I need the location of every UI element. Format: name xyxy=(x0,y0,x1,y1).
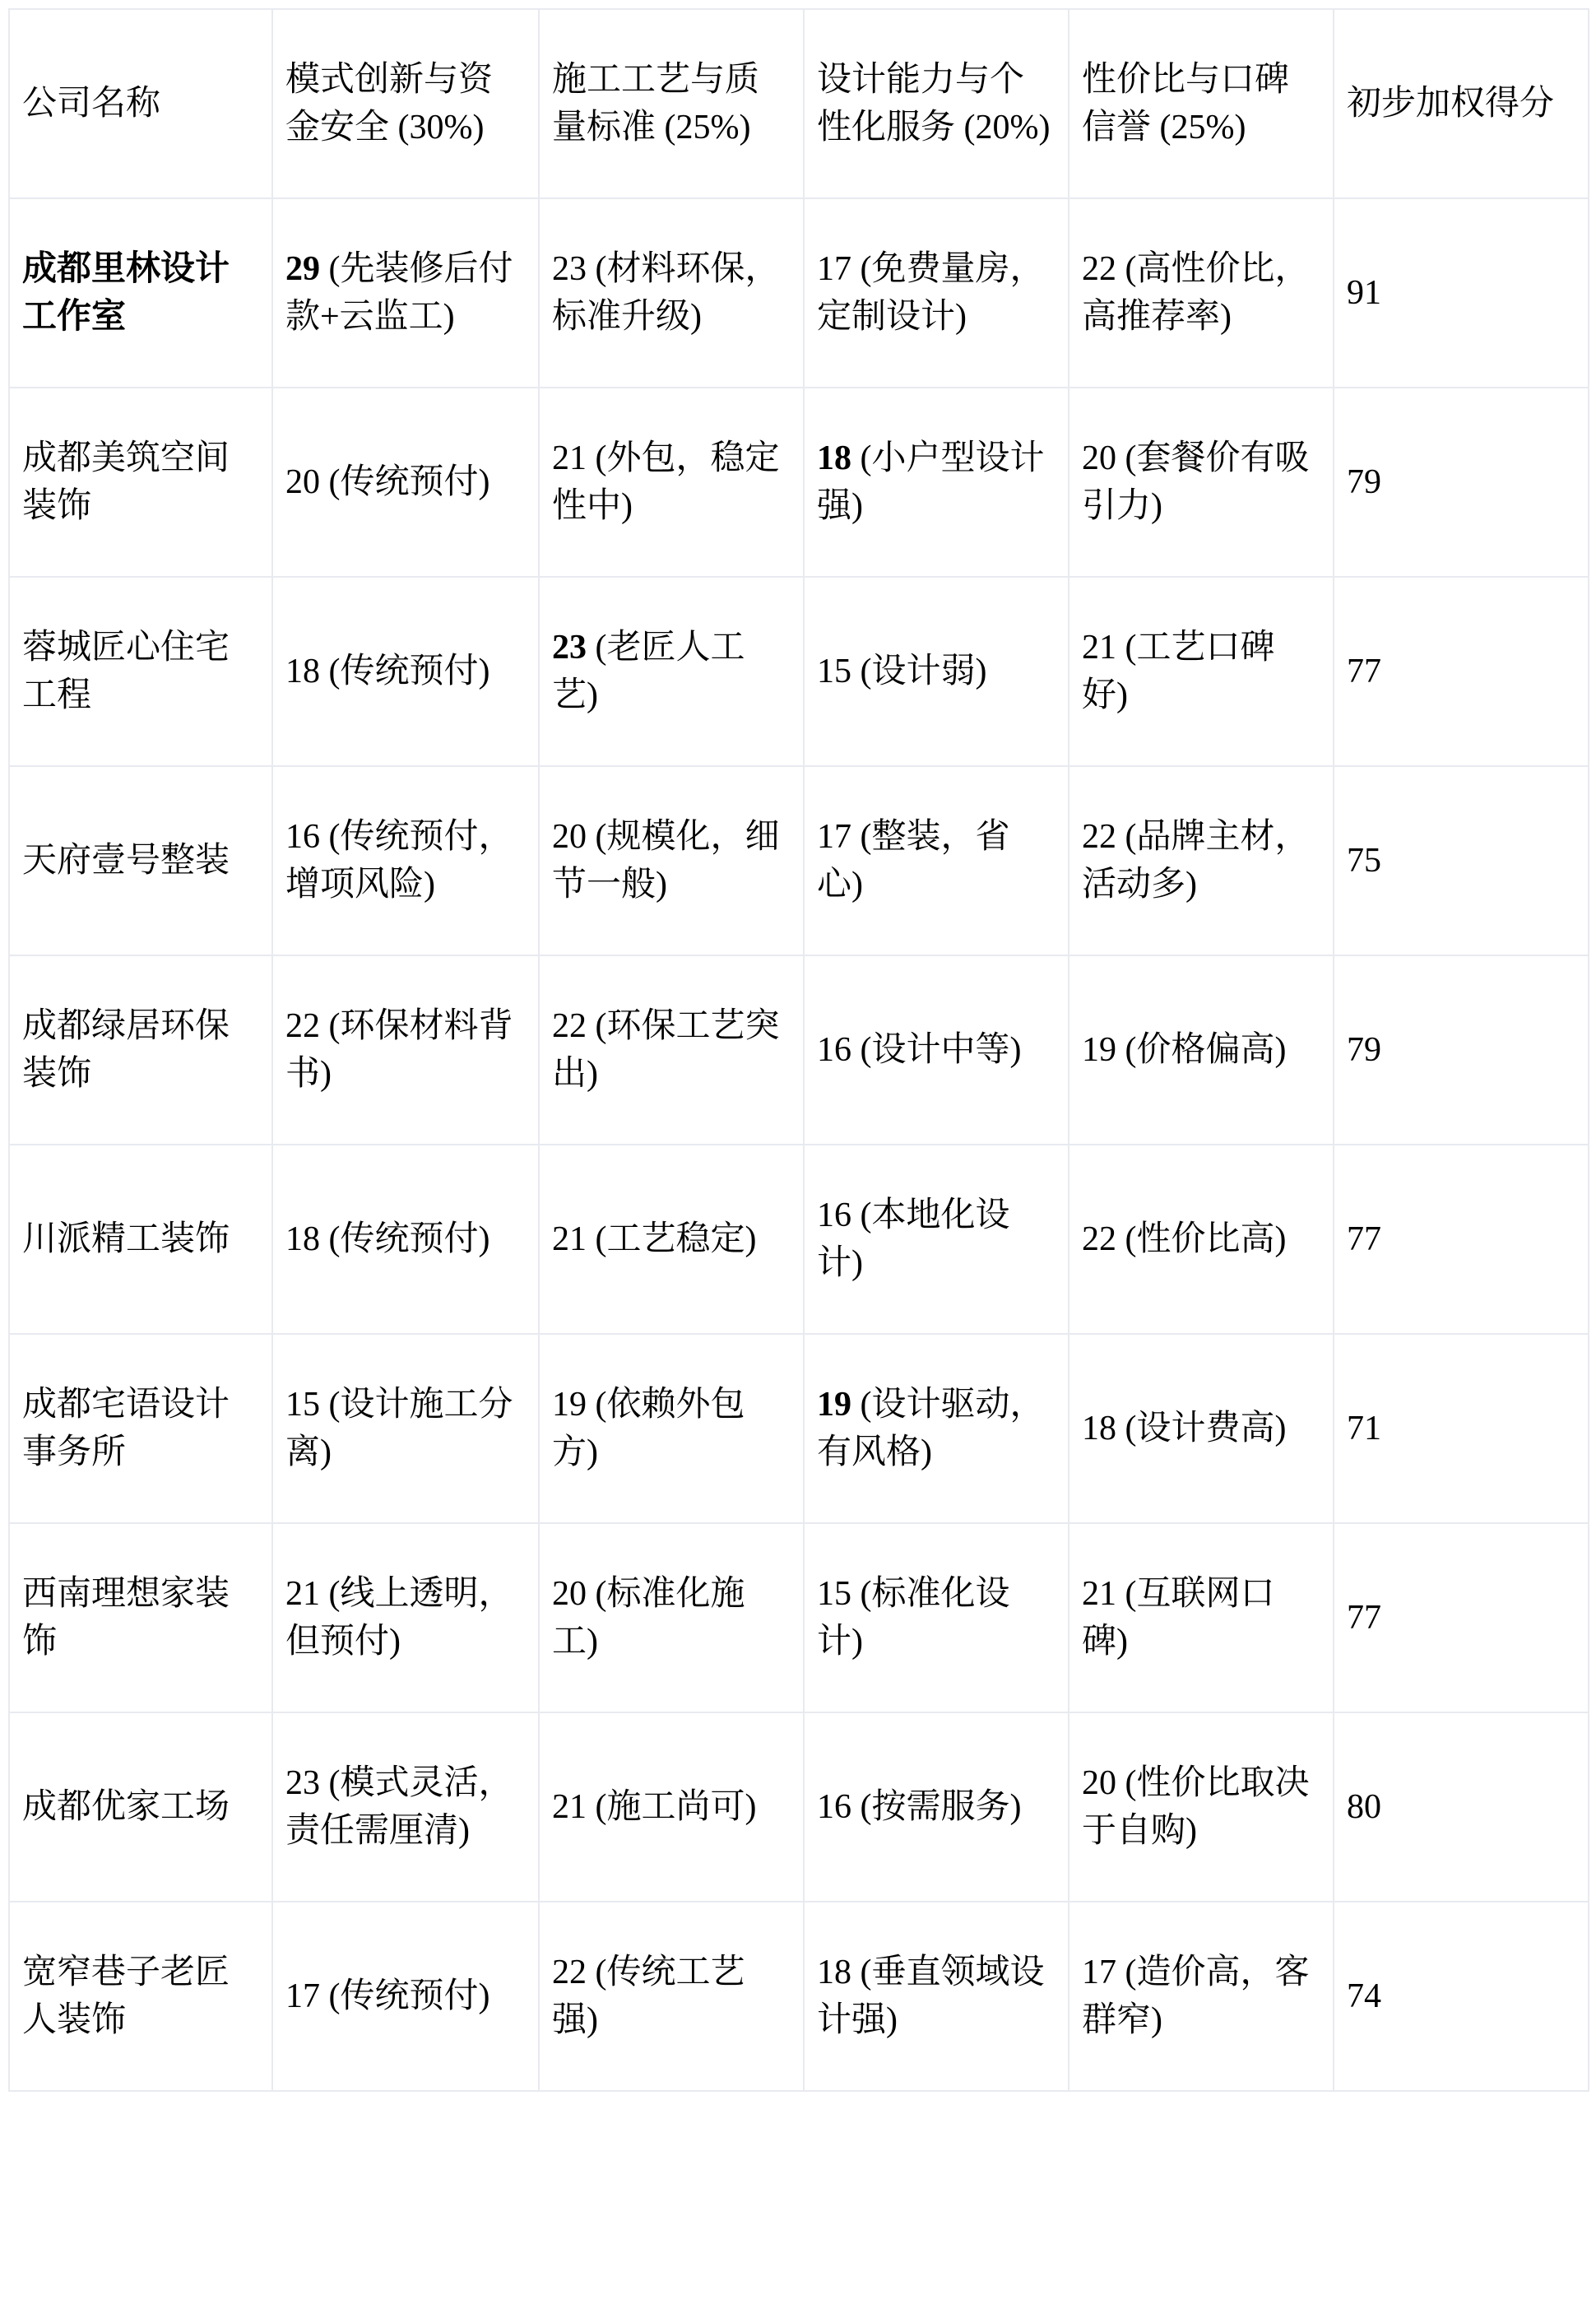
score-value: 17 xyxy=(285,1977,320,2015)
score-note: (先装修后付款+云监工) xyxy=(285,250,513,336)
company-name: 蓉城匠心住宅工程 xyxy=(22,629,230,714)
score-note: (本地化设计) xyxy=(817,1196,1010,1282)
score-value: 22 xyxy=(285,1007,320,1045)
score-value: 17 xyxy=(817,818,851,856)
table-row xyxy=(9,388,1589,577)
score-cell-value-reputation xyxy=(1069,1712,1334,1902)
score-note: (设计费高) xyxy=(1125,1410,1287,1447)
score-cell-model-innovation xyxy=(272,577,539,766)
score-value: 16 xyxy=(817,1788,851,1826)
score-value: 18 xyxy=(285,653,320,690)
score-cell-design-service xyxy=(804,1145,1069,1334)
score-cell-construction-quality xyxy=(539,955,804,1145)
score-note: (免费量房，定制设计) xyxy=(817,250,1045,336)
table-row xyxy=(9,577,1589,766)
score-cell-model-innovation xyxy=(272,1712,539,1902)
score-note: (性价比高) xyxy=(1125,1220,1287,1258)
score-note: (整装，省心) xyxy=(817,818,1010,904)
score-cell-construction-quality xyxy=(539,577,804,766)
score-cell-design-service xyxy=(804,1523,1069,1712)
score-note: (品牌主材，活动多) xyxy=(1082,818,1310,904)
score-value: 21 xyxy=(552,1220,587,1258)
score-value: 15 xyxy=(817,1575,851,1613)
score-value: 18 xyxy=(817,439,851,477)
total-weighted-score-cell: 79 xyxy=(1334,388,1589,577)
company-comparison-table xyxy=(8,8,1589,2092)
score-cell-construction-quality xyxy=(539,1145,804,1334)
score-note: (施工尚可) xyxy=(595,1788,757,1826)
table-row xyxy=(9,1145,1589,1334)
score-note: (传统预付) xyxy=(328,463,490,501)
header-design-service: 设计能力与个性化服务 (20%) xyxy=(804,9,1069,198)
score-value: 19 xyxy=(552,1386,587,1424)
total-weighted-score-cell: 77 xyxy=(1334,577,1589,766)
score-value: 21 xyxy=(552,439,587,477)
score-value: 20 xyxy=(1082,1764,1116,1802)
score-note: (标准化施工) xyxy=(552,1575,745,1661)
table-header xyxy=(9,9,1589,198)
score-cell-design-service xyxy=(804,388,1069,577)
score-note: (造价高，客群窄) xyxy=(1082,1954,1310,2039)
header-construction-quality: 施工工艺与质量标准 (25%) xyxy=(539,9,804,198)
score-value: 21 xyxy=(1082,629,1116,667)
score-value: 22 xyxy=(1082,250,1116,288)
company-name-cell xyxy=(9,198,272,388)
company-name: 成都美筑空间装饰 xyxy=(22,439,230,525)
score-cell-design-service xyxy=(804,198,1069,388)
score-cell-design-service xyxy=(804,955,1069,1145)
table-row xyxy=(9,1902,1589,2091)
table-row xyxy=(9,1523,1589,1712)
score-note: (模式灵活，责任需厘清) xyxy=(285,1764,513,1850)
score-note: (传统工艺强) xyxy=(552,1954,745,2039)
company-name: 成都绿居环保装饰 xyxy=(22,1007,230,1093)
score-cell-value-reputation xyxy=(1069,1145,1334,1334)
company-name-cell xyxy=(9,1523,272,1712)
score-value: 16 xyxy=(285,818,320,856)
score-cell-value-reputation xyxy=(1069,388,1334,577)
table-row xyxy=(9,766,1589,955)
score-value: 15 xyxy=(817,653,851,690)
score-note: (标准化设计) xyxy=(817,1575,1010,1661)
score-value: 23 xyxy=(552,629,587,667)
score-value: 21 xyxy=(552,1788,587,1826)
score-note: (传统预付) xyxy=(328,1977,490,2015)
score-note: (垂直领域设计强) xyxy=(817,1954,1045,2039)
score-cell-model-innovation xyxy=(272,766,539,955)
score-cell-value-reputation xyxy=(1069,1334,1334,1523)
company-name: 宽窄巷子老匠人装饰 xyxy=(22,1954,230,2039)
score-cell-value-reputation xyxy=(1069,1523,1334,1712)
total-weighted-score-cell: 80 xyxy=(1334,1712,1589,1902)
company-name-cell xyxy=(9,1334,272,1523)
score-value: 17 xyxy=(817,250,851,288)
score-cell-model-innovation xyxy=(272,1523,539,1712)
table-body xyxy=(9,198,1589,2091)
table-row xyxy=(9,1334,1589,1523)
score-cell-model-innovation xyxy=(272,1334,539,1523)
score-cell-construction-quality xyxy=(539,1523,804,1712)
score-cell-value-reputation xyxy=(1069,198,1334,388)
score-value: 19 xyxy=(1082,1031,1116,1069)
total-weighted-score-cell: 71 xyxy=(1334,1334,1589,1523)
score-note: (互联网口碑) xyxy=(1082,1575,1275,1661)
score-cell-construction-quality xyxy=(539,1902,804,2091)
score-value: 22 xyxy=(552,1954,587,1991)
score-value: 20 xyxy=(285,463,320,501)
score-cell-value-reputation xyxy=(1069,955,1334,1145)
score-cell-design-service xyxy=(804,766,1069,955)
score-note: (规模化，细节一般) xyxy=(552,818,780,904)
score-value: 22 xyxy=(1082,1220,1116,1258)
score-note: (设计弱) xyxy=(860,653,987,690)
company-name-cell xyxy=(9,1145,272,1334)
score-note: (设计驱动，有风格) xyxy=(817,1386,1045,1471)
score-note: (线上透明，但预付) xyxy=(285,1575,513,1661)
score-note: (外包，稳定性中) xyxy=(552,439,780,525)
score-note: (价格偏高) xyxy=(1125,1031,1287,1069)
table-row xyxy=(9,198,1589,388)
score-value: 20 xyxy=(552,1575,587,1613)
score-note: (传统预付，增项风险) xyxy=(285,818,513,904)
score-cell-design-service xyxy=(804,1902,1069,2091)
score-note: (按需服务) xyxy=(860,1788,1022,1826)
company-name: 川派精工装饰 xyxy=(22,1220,230,1258)
header-row xyxy=(9,9,1589,198)
score-note: (材料环保，标准升级) xyxy=(552,250,780,336)
score-value: 22 xyxy=(1082,818,1116,856)
score-note: (设计中等) xyxy=(860,1031,1022,1069)
score-cell-design-service xyxy=(804,1712,1069,1902)
score-cell-value-reputation xyxy=(1069,766,1334,955)
score-note: (老匠人工艺) xyxy=(552,629,745,714)
score-value: 20 xyxy=(552,818,587,856)
score-note: (传统预付) xyxy=(328,653,490,690)
total-weighted-score-cell: 75 xyxy=(1334,766,1589,955)
header-weighted-score: 初步加权得分 xyxy=(1334,9,1589,198)
score-cell-value-reputation xyxy=(1069,577,1334,766)
table-row xyxy=(9,1712,1589,1902)
score-value: 20 xyxy=(1082,439,1116,477)
total-weighted-score-cell: 91 xyxy=(1334,198,1589,388)
total-weighted-score-cell: 74 xyxy=(1334,1902,1589,2091)
header-model-innovation: 模式创新与资金安全 (30%) xyxy=(272,9,539,198)
score-cell-model-innovation xyxy=(272,388,539,577)
company-name: 成都里林设计工作室 xyxy=(22,250,230,336)
score-note: (环保工艺突出) xyxy=(552,1007,780,1093)
company-name: 天府壹号整装 xyxy=(22,842,230,880)
score-value: 15 xyxy=(285,1386,320,1424)
company-name: 成都优家工场 xyxy=(22,1788,230,1826)
score-cell-construction-quality xyxy=(539,766,804,955)
header-company-name: 公司名称 xyxy=(9,9,272,198)
score-note: (工艺口碑好) xyxy=(1082,629,1275,714)
score-value: 17 xyxy=(1082,1954,1116,1991)
score-value: 23 xyxy=(552,250,587,288)
score-note: (性价比取决于自购) xyxy=(1082,1764,1310,1850)
header-value-reputation: 性价比与口碑信誉 (25%) xyxy=(1069,9,1334,198)
score-note: (小户型设计强) xyxy=(817,439,1045,525)
table-row xyxy=(9,955,1589,1145)
score-note: (依赖外包方) xyxy=(552,1386,745,1471)
score-value: 21 xyxy=(1082,1575,1116,1613)
score-cell-model-innovation xyxy=(272,1145,539,1334)
company-name-cell xyxy=(9,766,272,955)
score-value: 18 xyxy=(1082,1410,1116,1447)
score-cell-model-innovation xyxy=(272,955,539,1145)
score-cell-construction-quality xyxy=(539,1712,804,1902)
total-weighted-score-cell: 77 xyxy=(1334,1523,1589,1712)
score-cell-design-service xyxy=(804,577,1069,766)
score-note: (工艺稳定) xyxy=(595,1220,757,1258)
score-value: 29 xyxy=(285,250,320,288)
score-note: (套餐价有吸引力) xyxy=(1082,439,1310,525)
company-name: 西南理想家装饰 xyxy=(22,1575,230,1661)
score-note: (传统预付) xyxy=(328,1220,490,1258)
score-note: (高性价比，高推荐率) xyxy=(1082,250,1310,336)
company-name-cell xyxy=(9,577,272,766)
company-name: 成都宅语设计事务所 xyxy=(22,1386,230,1471)
score-note: (环保材料背书) xyxy=(285,1007,513,1093)
score-cell-value-reputation xyxy=(1069,1902,1334,2091)
score-cell-model-innovation xyxy=(272,1902,539,2091)
score-value: 18 xyxy=(817,1954,851,1991)
company-name-cell xyxy=(9,1712,272,1902)
score-value: 18 xyxy=(285,1220,320,1258)
score-value: 21 xyxy=(285,1575,320,1613)
score-cell-model-innovation xyxy=(272,198,539,388)
score-value: 19 xyxy=(817,1386,851,1424)
total-weighted-score-cell: 79 xyxy=(1334,955,1589,1145)
score-note: (设计施工分离) xyxy=(285,1386,513,1471)
score-value: 22 xyxy=(552,1007,587,1045)
score-cell-construction-quality xyxy=(539,198,804,388)
score-value: 23 xyxy=(285,1764,320,1802)
company-name-cell xyxy=(9,955,272,1145)
company-name-cell xyxy=(9,1902,272,2091)
score-value: 16 xyxy=(817,1031,851,1069)
total-weighted-score-cell: 77 xyxy=(1334,1145,1589,1334)
company-name-cell xyxy=(9,388,272,577)
score-value: 16 xyxy=(817,1196,851,1234)
score-cell-construction-quality xyxy=(539,388,804,577)
score-cell-construction-quality xyxy=(539,1334,804,1523)
score-cell-design-service xyxy=(804,1334,1069,1523)
